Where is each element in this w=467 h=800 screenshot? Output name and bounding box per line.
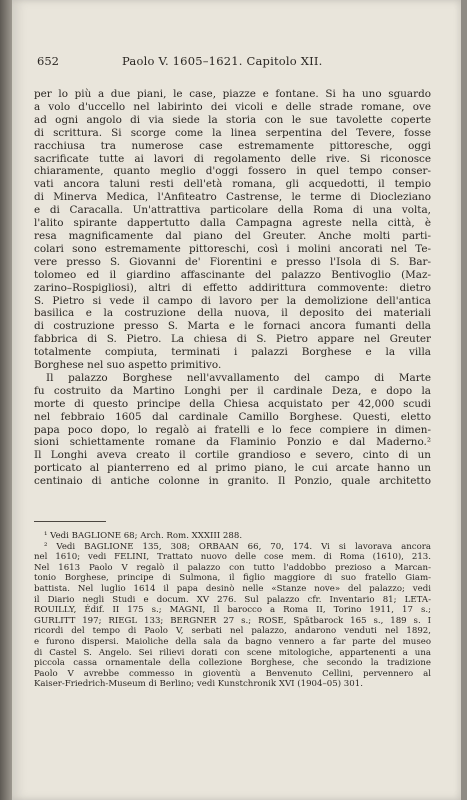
body-line: Borghese nel suo aspetto primitivo. (34, 359, 222, 372)
body-line: zarino–Rospigliosi), altri di effetto addirittura commovente: dietro (34, 281, 431, 294)
running-head: Paolo V. 1605–1621. Capitolo XII. (122, 54, 323, 68)
footnote-line: di Castel S. Angelo. Sei rilievi dorati con scene mitologiche, appartenenti a una (34, 647, 431, 658)
book-spine-shadow (0, 0, 12, 800)
body-line: basilica e la costruzione della nuova, il deposito dei materiali (34, 307, 431, 320)
footnote-line: e furono dispersi. Maioliche della sala da bagno vennero a far parte del museo (34, 636, 431, 647)
page-header (37, 54, 423, 70)
body-line: di scrittura. Si scorge come la linea serpentina del Tevere, fosse (34, 126, 431, 139)
body-line: Il palazzo Borghese nell'avvallamento del campo di Marte (46, 371, 431, 384)
book-page (12, 0, 461, 800)
body-line: fu costruito da Martino Longhi per il cardinale Deza, e dopo la (34, 384, 431, 397)
footnote-divider (34, 521, 106, 522)
body-line: racchiusa tra numerose case estremamente pittoresche, oggi (34, 139, 431, 152)
body-line: di costruzione presso S. Marta e le fornaci ancora fumanti della (34, 320, 431, 333)
body-line: morte di questo principe della Chiesa acquistato per 42,000 scudi (34, 397, 431, 410)
body-line: centinaio di antiche colonne in granito. Il Ponzio, quale architetto (34, 475, 431, 488)
body-line: resa magnificamente dal piano del Greuter. Anche molti parti- (34, 229, 431, 242)
page-number: 652 (37, 54, 59, 68)
body-line: Il Longhi aveva creato il cortile grandioso e severo, cinto di un (34, 449, 431, 462)
body-line: ad ogni angolo di via siede la storia con le sue tavolette coperte (34, 113, 431, 126)
body-line: totalmente compiuta, terminati i palazzi Borghese e la villa (34, 346, 431, 359)
body-line: porticato al pianterreno ed al primo piano, le cui arcate hanno un (34, 462, 431, 475)
body-text (34, 88, 431, 488)
body-line: l'alito spirante dappertutto dalla Campagna agreste nella città, è (34, 217, 431, 230)
body-line: chiaramente, quanto meglio d'oggi fossero in quel tempo conser- (34, 165, 431, 178)
footnote-line: ¹ Vedi BAGLIONE 68; Arch. Rom. XXXIII 288. (44, 531, 243, 541)
body-line: sioni schiettamente romane da Flaminio Ponzio e dal Maderno.² (34, 436, 431, 449)
body-line: per lo più a due piani, le case, piazze e fontane. Si ha uno sguardo (34, 88, 431, 100)
footnote-line: GURLITT 197; RIEGL 133; BERGNER 27 s.; ROSE, Spätbarock 165 s., 189 s. I (34, 615, 431, 626)
body-line: fabbrica di S. Pietro. La chiesa di S. Pietro appare nel Greuter (34, 333, 431, 346)
body-line: vere presso S. Giovanni de' Fiorentini e presso l'Isola di S. Bar- (34, 255, 431, 268)
footnotes (34, 531, 431, 690)
footnote-line: ROUILLY, Édif. II 175 s.; MAGNI, Il barocco a Roma II, Torino 1911, 17 s.; (34, 605, 431, 616)
body-line: tolomeo ed il giardino affascinante del palazzo Bentivoglio (Maz- (34, 268, 431, 281)
footnote-line: nel 1610; vedi FELINI, Trattato nuovo delle cose mem. di Roma (1610), 213. (34, 552, 431, 563)
footnote-line: ricordi del tempo di Paolo V, serbati nel palazzo, andarono venduti nel 1892, (34, 626, 431, 637)
footnote-line: il Diario negli Studi e docum. XV 276. Sul palazzo cfr. Inventario 81; LETA- (34, 594, 431, 605)
body-line: a volo d'uccello nel labirinto dei vicoli e delle strade romane, ove (34, 100, 431, 113)
footnote-line: ² Vedi BAGLIONE 135, 308; ORBAAN 66, 70, 174. Vi si lavorava ancora (44, 541, 431, 552)
body-line: colari sono estremamente pittoreschi, così i molini ancorati nel Te- (34, 242, 431, 255)
body-line: sacrificate tutte ai lavori di regolamento delle rive. Si riconosce (34, 152, 431, 165)
footnote-line: tonio Borghese, principe di Sulmona, il figlio maggiore di suo fratello Giam- (34, 573, 431, 584)
body-line: S. Pietro si vede il campo di lavoro per la demolizione dell'antica (34, 294, 431, 307)
footnote-line: piccola cassa ornamentale della collezione Borghese, che secondo la tradizione (34, 658, 431, 669)
body-line: di Minerva Medica, l'Anfiteatro Castrense, le terme di Diocleziano (34, 191, 431, 204)
body-line: nel febbraio 1605 dal cardinale Camillo Borghese. Questi, eletto (34, 410, 431, 423)
body-line: e di Caracalla. Un'attrattiva particolare della Roma di una volta, (34, 204, 431, 217)
body-line: vati ancora taluni resti dell'età romana, gli acquedotti, il tempio (34, 178, 431, 191)
footnote-line: Kaiser-Friedrich-Museum di Berlino; vedi Kunstchronik XVI (1904–05) 301. (34, 679, 363, 690)
footnote-line: Paolo V avrebbe commesso in gioventù a Benvenuto Cellini, pervennero al (34, 668, 431, 679)
footnote-line: battista. Nel luglio 1614 il papa desinò nelle «Stanze nove» del palazzo; vedi (34, 583, 431, 594)
footnote-line: Nel 1613 Paolo V regalò il palazzo con tutto l'addobbo prezioso a Marcan- (34, 562, 431, 573)
body-line: papa poco dopo, lo regalò ai fratelli e lo fece compiere in dimen- (34, 423, 431, 436)
